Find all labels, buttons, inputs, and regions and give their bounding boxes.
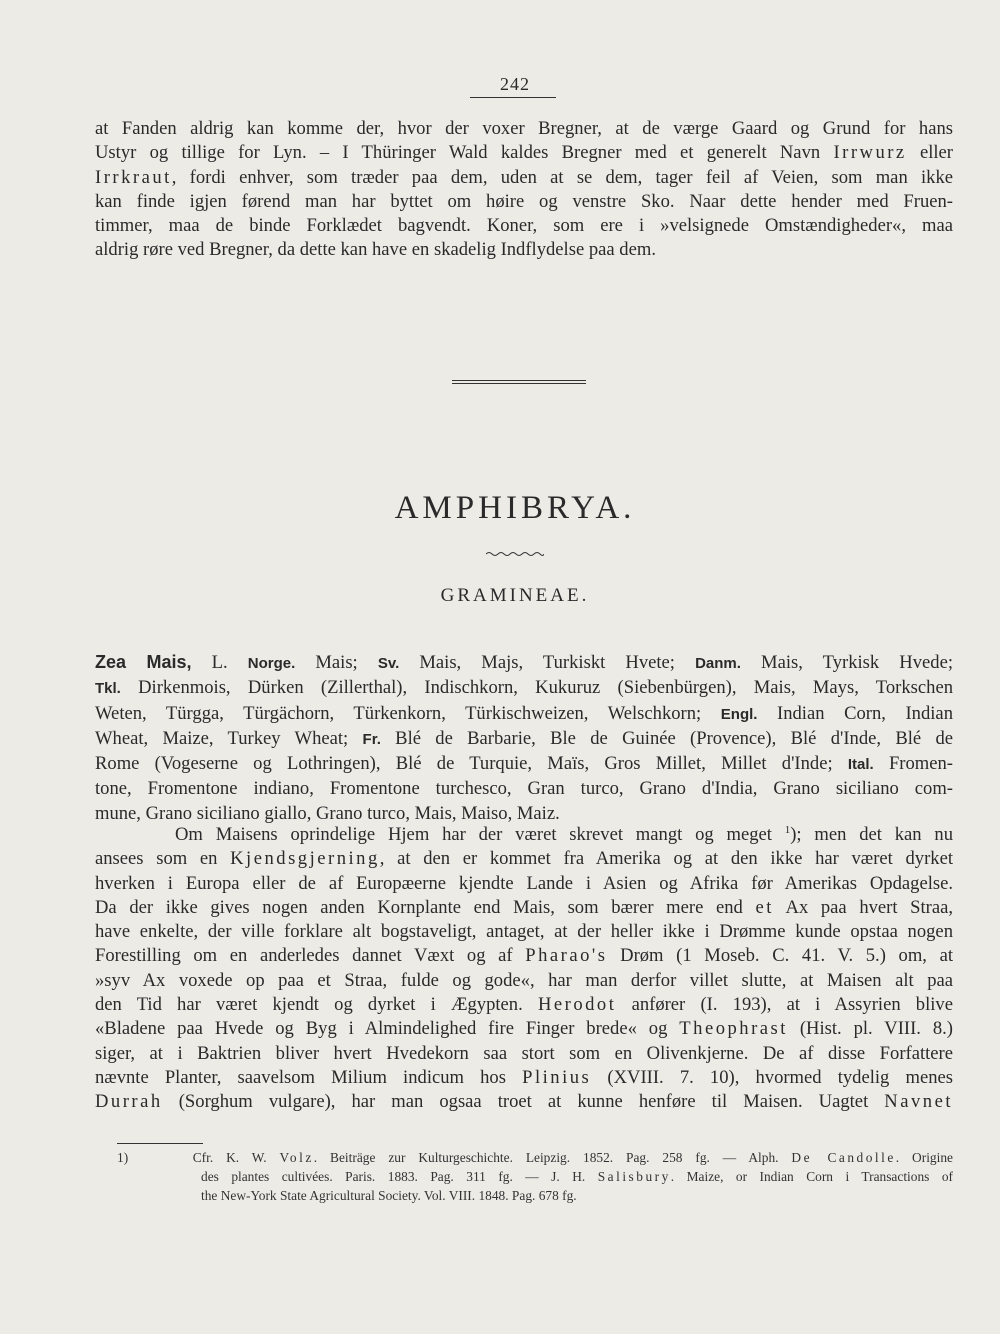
text-line: Ustyr og tillige for Lyn. – I Thüringer Wald kaldes Bregner med et generelt Navn Irrwurz eller xyxy=(95,142,953,164)
text-line: timmer, maa de binde Forklædet bagvendt. Koner, som ere i »velsignede Omstændigheder«, maa xyxy=(95,215,953,237)
text-line: Forestilling om en anderledes dannet Væxt og af Pharao's Drøm (1 Moseb. C. 41. V. 5.) om, at xyxy=(95,945,954,967)
text-line: Wheat, Maize, Turkey Wheat; Fr. Blé de Barbarie, Ble de Guinée (Provence), Blé d'Inde, Blé de xyxy=(95,727,953,749)
text-line: have enkelte, der ville forklare alt bogstaveligt, antaget, at der heller ikke i Drømme kunde opstaa nogen xyxy=(95,921,953,943)
text-line: den Tid har været kjendt og dyrket i Ægypten. Herodot anfører (I. 193), at i Assyrien blive xyxy=(95,994,953,1016)
footnote-line: the New-York State Agricultural Society. Vol. VIII. 1848. Pag. 678 fg. xyxy=(201,1188,577,1203)
text-line: Om Maisens oprindelige Hjem har der været skrevet mangt og meget $^1$); men det kan nu xyxy=(175,823,953,845)
text-line: Weten, Türgga, Türgächorn, Türkenkorn, Türkischweizen, Welschkorn; Engl. Indian Corn, Indian xyxy=(95,702,953,724)
text-line: hverken i Europa eller de af Europæerne kjendte Lande i Asien og Afrika før Amerikas Opdagelse. xyxy=(95,872,953,894)
text-line: Zea Mais, L. Norge. Mais; Sv. Mais, Majs, Turkiskt Hvete; Danm. Mais, Tyrkisk Hvede; xyxy=(95,652,953,673)
section-divider xyxy=(452,383,586,384)
footnote-rule xyxy=(117,1143,203,1144)
footnote xyxy=(117,1148,953,1205)
text-line: Irrkraut, fordi enhver, som træder paa dem, uden at se dem, tager feil af Veien, som man ikke xyxy=(95,166,953,188)
wavy-ornament xyxy=(486,550,544,558)
text-line: nævnte Planter, saavelsom Milium indicum hos Plinius (XVIII. 7. 10), hvormed tydelig menes xyxy=(95,1066,953,1088)
footnote-marker: 1) xyxy=(117,1150,129,1165)
text-line: mune, Grano siciliano giallo, Grano turco, Mais, Maiso, Maiz. xyxy=(95,802,560,824)
text-line: Durrah (Sorghum vulgare), har man ogsaa troet at kunne henføre til Maisen. Uagtet Navnet xyxy=(95,1091,953,1113)
text-line: at Fanden aldrig kan komme der, hvor der voxer Bregner, at de værge Gaard og Grund for hans xyxy=(95,118,953,139)
text-line: »syv Ax voxede op paa et Straa, fulde og gode«, har man derfor villet slutte, at Maisen alt paa xyxy=(95,969,953,991)
paragraph-ferns xyxy=(95,117,953,263)
section-title: AMPHIBRYA. xyxy=(394,490,636,526)
text-line: Da der ikke gives nogen anden Kornplante end Mais, som bærer mere end et Ax paa hvert Straa, xyxy=(95,896,954,918)
page-number-rule xyxy=(470,97,556,98)
text-line: siger, at i Baktrien bliver hvert Hvedekorn saa stort som en Olivenkjerne. De af disse Forfattere xyxy=(95,1042,953,1064)
footnote-line: 1) Cfr. K. W. Volz. Beiträge zur Kulturgeschichte. Leipzig. 1852. Pag. 258 fg. — Alph. De Candolle. Origine xyxy=(117,1150,953,1165)
page-number: 242 xyxy=(500,74,530,94)
text-line: aldrig røre ved Bregner, da dette kan have en skadelig Indflydelse paa dem. xyxy=(95,239,656,261)
text-line: Tkl. Dirkenmois, Dürken (Zillerthal), Indischkorn, Kukuruz (Siebenbürgen), Mais, Mays, Torkschen xyxy=(95,677,953,699)
text-line: ansees som en Kjendsgjerning, at den er kommet fra Amerika og at den ikke har været dyrket xyxy=(95,848,953,870)
footnote-line: des plantes cultivées. Paris. 1883. Pag. 311 fg. — J. H. Salisbury. Maize, or Indian Corn i Transactions of xyxy=(201,1169,953,1184)
section-divider xyxy=(452,380,586,381)
species-name: Zea Mais, xyxy=(95,652,192,672)
text-line: tone, Fromentone indiano, Fromentone turchesco, Gran turco, Grano d'India, Grano siciliano com- xyxy=(95,778,953,800)
paragraph-zea-mais-names xyxy=(95,650,953,826)
text-line: «Bladene paa Hvede og Byg i Almindelighed fire Finger brede« og Theophrast (Hist. pl. VIII. 8.) xyxy=(95,1018,953,1040)
footnote-ref[interactable]: 1 xyxy=(784,823,791,836)
text-line: kan finde igjen førend man har byttet om høire og venstre Sko. Naar dette hender med Fruen- xyxy=(95,190,953,212)
paragraph-origin xyxy=(95,823,953,1115)
family-heading: GRAMINEAE. xyxy=(440,585,590,606)
text-line: Rome (Vogeserne og Lothringen), Blé de Turquie, Maïs, Gros Millet, Millet d'Inde; Ital. Fromen- xyxy=(95,753,953,775)
